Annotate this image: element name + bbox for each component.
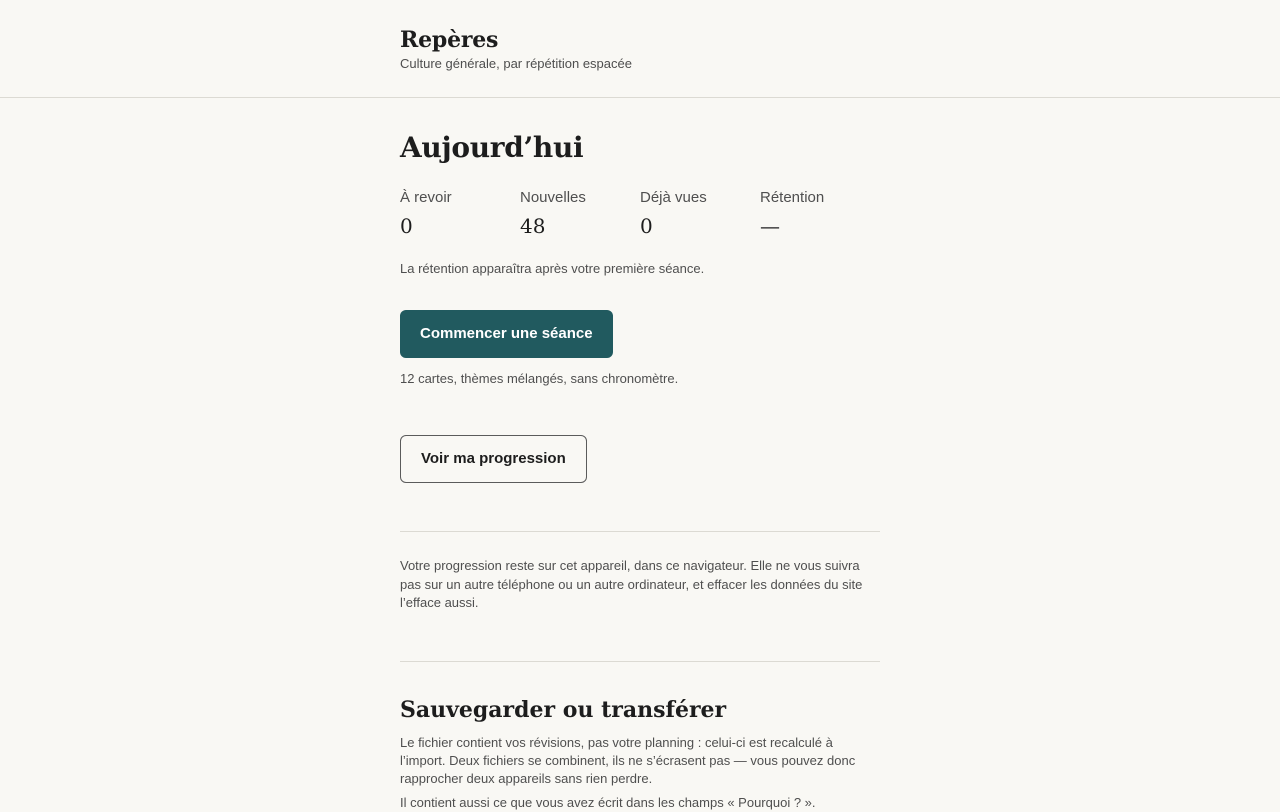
stat-to-review — [400, 188, 520, 239]
stat-value: — — [760, 214, 780, 238]
save-description-extra: Il contient aussi ce que vous avez écrit dans les champs « Pourquoi ? ». — [400, 794, 816, 810]
divider — [400, 661, 880, 662]
divider — [400, 531, 880, 532]
stat-value: 0 — [640, 214, 653, 238]
stat-label: Nouvelles — [520, 189, 586, 206]
view-progress-button[interactable]: Voir ma progression — [400, 435, 587, 483]
stat-new — [520, 188, 640, 239]
start-session-button[interactable]: Commencer une séance — [400, 310, 613, 358]
stat-value: 0 — [400, 214, 413, 238]
stat-value: 48 — [520, 214, 546, 238]
stat-label: À revoir — [400, 189, 452, 206]
retention-note: La rétention apparaîtra après votre première séance. — [400, 261, 705, 276]
site-title: Repères — [400, 27, 499, 53]
site-tagline: Culture générale, par répétition espacée — [400, 56, 632, 71]
stat-retention — [760, 188, 880, 239]
stat-label: Déjà vues — [640, 189, 707, 206]
stat-seen — [640, 188, 760, 239]
header-inner — [400, 26, 880, 72]
stats-row — [400, 188, 880, 239]
site-header — [0, 0, 1280, 98]
save-description: Le fichier contient vos révisions, pas votre planning : celui-ci est recalculé à l’import. Deux fichiers se combinent, ils ne s’écrasent pas — vous pouvez donc rapprocher deux appareils sans rien perdre. — [400, 734, 856, 786]
main-content — [400, 98, 880, 812]
stat-label: Rétention — [760, 189, 825, 206]
section-title-save: Sauvegarder ou transférer — [400, 696, 727, 723]
storage-note: Votre progression reste sur cet appareil, dans ce navigateur. Elle ne vous suivra pas sur un autre téléphone ou un autre ordinateur, et effacer les données du site l’efface aussi. — [400, 558, 863, 610]
page-title: Aujourd’hui — [400, 131, 584, 164]
session-note: 12 cartes, thèmes mélangés, sans chronomètre. — [400, 371, 679, 386]
